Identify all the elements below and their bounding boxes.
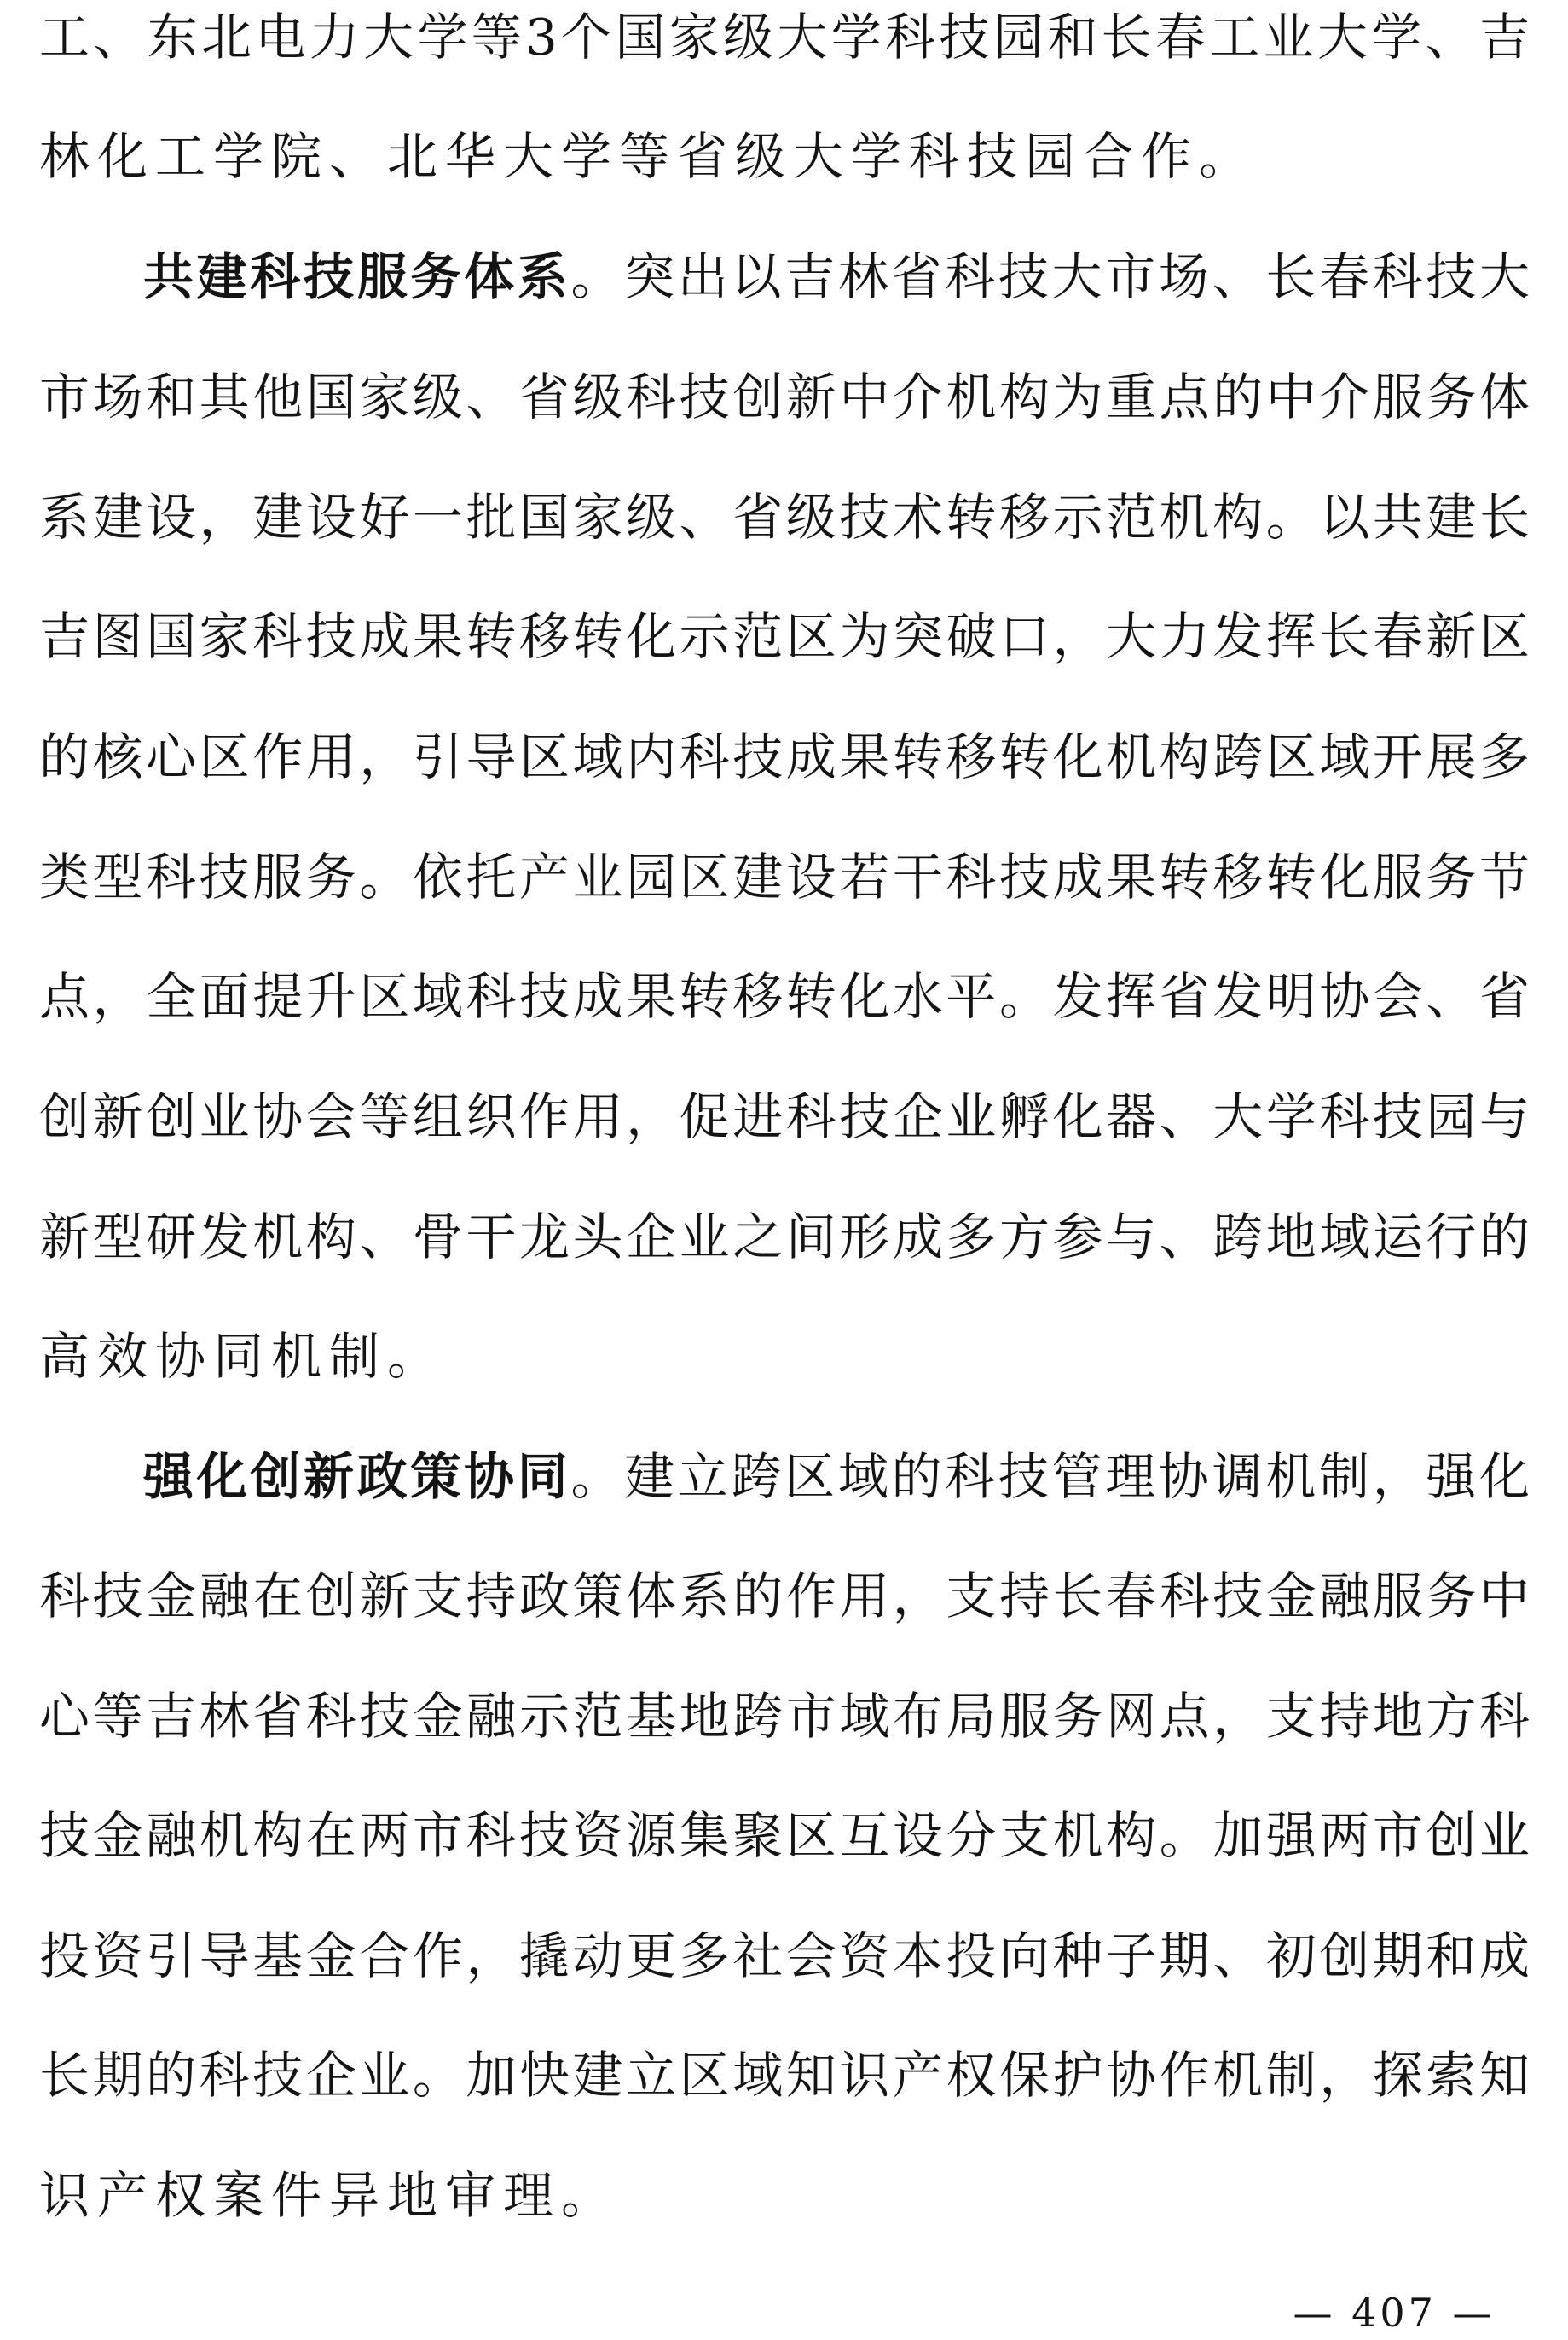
- text-line: 识产权案件异地审理。: [39, 2166, 620, 2225]
- text-line: 高效协同机制。: [39, 1327, 446, 1386]
- text-line: 投资引导基金合作，撬动更多社会资本投向种子期、初创期和成: [39, 1926, 1530, 1985]
- text-line: 科技金融在创新支持政策体系的作用，支持长春科技金融服务中: [39, 1567, 1530, 1625]
- paragraph-first-line: [143, 1434, 1530, 1520]
- text-line: 创新创业协会等组织作用，促进科技企业孵化器、大学科技园与: [39, 1087, 1530, 1146]
- page-number: — 407 —: [1293, 2290, 1496, 2336]
- text-line: 林化工学院、北华大学等省级大学科技园合作。: [39, 127, 1258, 186]
- paragraph-text: 。突出以吉林省科技大市场、长春科技大: [570, 247, 1530, 306]
- text-line: 点，全面提升区域科技成果转移转化水平。发挥省发明协会、省: [39, 967, 1530, 1026]
- paragraph-heading: 共建科技服务体系: [143, 247, 571, 306]
- text-line: 工、东北电力大学等3个国家级大学科技园和长春工业大学、吉: [39, 8, 1530, 67]
- text-line: 的核心区作用，引导区域内科技成果转移转化机构跨区域开展多: [39, 727, 1530, 786]
- paragraph-heading: 强化创新政策协同: [143, 1447, 571, 1506]
- text-line: 市场和其他国家级、省级科技创新中介机构为重点的中介服务体: [39, 368, 1530, 426]
- text-line: 新型研发机构、骨干龙头企业之间形成多方参与、跨地域运行的: [39, 1208, 1530, 1266]
- text-line: 系建设，建设好一批国家级、省级技术转移示范机构。以共建长: [39, 488, 1530, 547]
- text-line: 类型科技服务。依托产业园区建设若干科技成果转移转化服务节: [39, 848, 1530, 906]
- text-line: 吉图国家科技成果转移转化示范区为突破口，大力发挥长春新区: [39, 607, 1530, 666]
- text-line: 长期的科技企业。加快建立区域知识产权保护协作机制，探索知: [39, 2046, 1530, 2105]
- paragraph-first-line: [143, 235, 1530, 320]
- paragraph-text: 。建立跨区域的科技管理协调机制，强化: [570, 1447, 1530, 1506]
- text-line: 技金融机构在两市科技资源集聚区互设分支机构。加强两市创业: [39, 1806, 1530, 1865]
- text-line: 心等吉林省科技金融示范基地跨市域布局服务网点，支持地方科: [39, 1687, 1530, 1746]
